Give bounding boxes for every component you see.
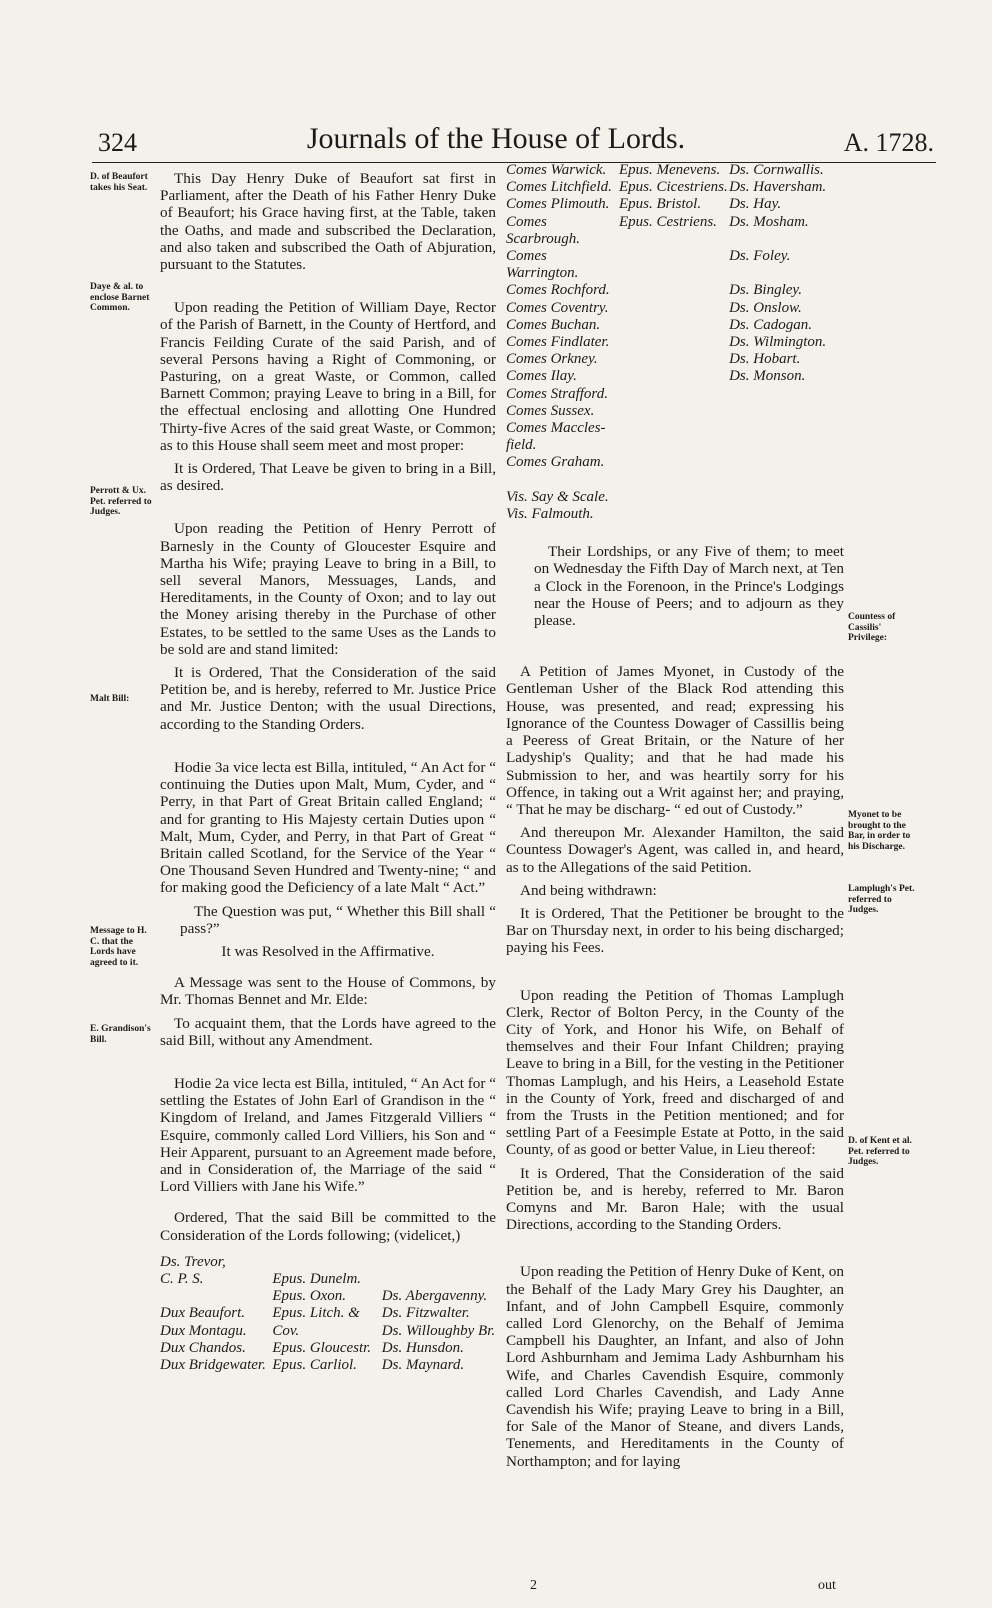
committee-lord xyxy=(619,489,729,506)
committee-lord xyxy=(382,1254,496,1271)
paragraph-myonet-order: It is Ordered, That the Petitioner be brought to the Bar on Thursday next, in order to his being discharged; paying his Fees. xyxy=(506,904,844,957)
committee-row xyxy=(160,1254,496,1271)
committee-row xyxy=(506,368,844,385)
committee-lord xyxy=(619,454,729,471)
committee-lord: Vis. Falmouth. xyxy=(506,506,594,523)
committee-row xyxy=(506,437,844,454)
committee-lord: Epus. Cicestriens. xyxy=(618,179,728,196)
committee-lord: Ds. Hay. xyxy=(729,196,782,213)
committee-lord: Comes Warrington. xyxy=(506,248,579,282)
committee-lord: Ds. Hunsdon. xyxy=(381,1339,464,1356)
paragraph-perrott-order: It is Ordered, That the Consideration of the said Petition be, and is hereby, referred to Mr. Justice Price and Mr. Justice Denton; with the usual Directions, according to the Standing Orders. xyxy=(160,664,496,733)
committee-lord: field. xyxy=(506,437,537,454)
committee-list-right xyxy=(506,162,844,523)
committee-row xyxy=(506,317,844,334)
committee-lord: Comes Sussex. xyxy=(506,402,595,419)
committee-lord: Ds. Trevor, xyxy=(160,1253,226,1270)
committee-row xyxy=(506,351,844,368)
committee-lord xyxy=(729,454,844,471)
committee-row xyxy=(506,489,844,506)
committee-row xyxy=(506,472,844,489)
committee-lord xyxy=(619,386,729,403)
committee-lord xyxy=(619,300,729,317)
committee-lord: Dux Chandos. xyxy=(160,1339,246,1356)
committee-lord: Ds. Haversham. xyxy=(729,179,827,196)
committee-lord xyxy=(619,334,729,351)
committee-list-left xyxy=(160,1254,496,1374)
committee-row xyxy=(506,403,844,420)
committee-row xyxy=(506,248,844,282)
paragraph-daye-order: It is Ordered, That Leave be given to bring in a Bill, as desired. xyxy=(160,460,496,495)
catchword: out xyxy=(818,1578,836,1593)
committee-lord xyxy=(619,351,729,368)
committee-lord: Comes Buchan. xyxy=(506,316,601,333)
committee-row xyxy=(160,1340,496,1357)
signature-mark: 2 xyxy=(530,1578,537,1593)
committee-lord: Epus. Oxon. xyxy=(272,1288,347,1305)
committee-lord: Comes Ilay. xyxy=(506,368,577,385)
committee-row xyxy=(506,420,844,437)
paragraph-question: The Question was put, “ Whether this Bill shall “ pass?” xyxy=(180,902,496,937)
committee-lord xyxy=(619,403,729,420)
paragraph-kent-petition: Upon reading the Petition of Henry Duke of Kent, on the Behalf of the Lady Mary Grey his Daughter, an Infant, and of John Campbell Esquire, commonly called Lord Glenorchy, on the Behalf of Jemima Campbell his Daughter, an Infant, and also of John Lord Ashburnham and Jemima Lady Ashburnham his Wife, and Charles Cavendish Esquire, commonly called Lord Charles Cavendish, and Lady Anne Cavendish his Wife; praying Leave to bring in a Bill, for Sale of the Manor of Steane, and divers Lands, Tenements, and Hereditaments in the County of Northampton; and for laying xyxy=(506,1263,844,1470)
margin-note-myonet: Myonet to be brought to the Bar, in order to his Discharge. xyxy=(848,810,911,852)
right-column xyxy=(506,162,844,1476)
margin-note-perrott: Perrott & Ux. Pet. referred to Judges. xyxy=(90,486,152,517)
committee-lord xyxy=(619,368,729,385)
committee-lord: Comes Orkney. xyxy=(506,351,598,368)
committee-row xyxy=(506,196,844,213)
committee-lord xyxy=(619,506,729,523)
committee-lord xyxy=(729,420,844,437)
committee-lord: Ds. Abergavenny. xyxy=(381,1288,488,1305)
margin-note-grandison: E. Grandison's Bill. xyxy=(90,1024,151,1045)
committee-row xyxy=(506,386,844,403)
committee-lord: Epus. Gloucestr. xyxy=(272,1339,372,1356)
committee-row xyxy=(506,162,844,179)
committee-lord xyxy=(729,506,844,523)
margin-note-malt: Malt Bill: xyxy=(90,694,130,704)
running-header xyxy=(0,122,992,162)
committee-lord: Comes Findlater. xyxy=(506,334,610,351)
committee-lord: Vis. Say & Scale. xyxy=(506,488,609,505)
committee-lord: Ds. Bingley. xyxy=(729,282,802,299)
paragraph-grandison-bill: Hodie 2a vice lecta est Billa, intituled, “ An Act for “ settling the Estates of John Earl of Grandison in the “ Kingdom of Ireland, and James Fitzgerald Villiers “ Esquire, commonly called Lord Villiers, his Son and “ Heir Apparent, pursuant to an Agreement made before, and in Consideration of, the Marriage of the said “ Lord Villiers with Jane his Wife.” xyxy=(160,1074,496,1196)
margin-note-lamplugh: Lamplugh's Pet. referred to Judges. xyxy=(848,884,915,915)
committee-row xyxy=(160,1271,496,1288)
paragraph-meeting: Their Lordships, or any Five of them; to meet on Wednesday the Fifth Day of March next, at Ten a Clock in the Forenoon, in the Prince's Lodgings near the House of Peers; and to adjourn as they please. xyxy=(534,543,844,630)
committee-lord: Ds. Monson. xyxy=(729,368,806,385)
committee-lord: Cov. xyxy=(272,1322,300,1339)
paragraph-committed: Ordered, That the said Bill be committed to the Consideration of the Lords following; (videlicet,) xyxy=(160,1209,496,1244)
committee-lord: Epus. Bristol. xyxy=(618,196,702,213)
committee-lord: Comes Coventry. xyxy=(506,299,609,316)
paragraph-daye-petition: Upon reading the Petition of William Daye, Rector of the Parish of Barnett, in the County of Hertford, and Francis Feilding Curate of the said Parish, and of several Persons having a Right of Commoning, or Pasturing, on a great Waste, or Common, called Barnett Common; praying Leave to bring in a Bill, for the effectual enclosing and allotting One Hundred Thirty-five Acres of the said great Waste, or Common; as to this House shall seem meet and most proper: xyxy=(160,299,496,454)
paragraph-acquaint: To acquaint them, that the Lords have agreed to the said Bill, without any Amendment. xyxy=(160,1014,496,1049)
committee-row xyxy=(506,334,844,351)
paragraph-lamplugh-petition: Upon reading the Petition of Thomas Lamplugh Clerk, Rector of Bolton Percy, in the County of the City of York, and Honor his Wife, on Behalf of themselves and their Four Infant Children; praying Leave to bring in a Bill, for the vesting in the Petitioner Thomas Lamplugh, and his Heirs, a Leasehold Estate in the County of York, freed and discharged of and from the Trusts in the Petition mentioned; and for settling Part of a Feesimple Estate at Potto, in the said County, of as good or better Value, in Lieu thereof: xyxy=(506,986,844,1159)
committee-lord: Dux Bridgewater. xyxy=(160,1356,266,1373)
committee-lord xyxy=(619,282,729,299)
committee-row xyxy=(506,179,844,196)
margin-note-message: Message to H. C. that the Lords have agreed to it. xyxy=(90,926,147,968)
committee-lord xyxy=(506,472,619,489)
committee-lord: Dux Montagu. xyxy=(160,1322,247,1339)
committee-lord: Comes Plimouth. xyxy=(506,196,610,213)
committee-lord: Ds. Wilmington. xyxy=(729,334,827,351)
paragraph-hamilton: And thereupon Mr. Alexander Hamilton, the said Countess Dowager's Agent, was called in, and heard, as to the Allegations of the said Petition. xyxy=(506,824,844,876)
committee-lord: Comes Scarbrough. xyxy=(506,213,581,247)
page-number: 324 xyxy=(98,128,137,157)
committee-lord: Ds. Onslow. xyxy=(729,299,802,316)
committee-row xyxy=(160,1323,496,1340)
committee-row xyxy=(506,506,844,523)
committee-lord: Ds. Fitzwalter. xyxy=(381,1305,470,1322)
committee-lord xyxy=(160,1288,272,1305)
paragraph-withdrawn: And being withdrawn: xyxy=(520,881,657,899)
paragraph-message: A Message was sent to the House of Commons, by Mr. Thomas Bennet and Mr. Elde: xyxy=(160,974,496,1009)
committee-row xyxy=(506,454,844,471)
paragraph-malt-bill: Hodie 3a vice lecta est Billa, intituled, “ An Act for “ continuing the Duties upon Malt, Mum, Cyder, and “ Perry, in that Part of Great Britain called England; “ and for granting to His Majesty certain Duties upon “ Malt, Mum, Cyder, and Perry, in that Part of Great “ Britain called Scotland, for the Service of the Year “ One Thousand Seven Hundred and Twenty-nine; “ and for making good the Deficiency of a late Malt “ Act.” xyxy=(160,758,496,897)
committee-lord xyxy=(619,248,729,282)
committee-lord xyxy=(729,472,844,489)
committee-lord: Comes Graham. xyxy=(506,454,605,471)
committee-lord: Epus. Carliol. xyxy=(272,1356,357,1373)
paragraph-myonet-petition: A Petition of James Myonet, in Custody of the Gentleman Usher of the Black Rod attending this House, was presented, and read; expressing his Ignorance of the Countess Dowager of Cassillis being a Peeress of Great Britain, or the Nature of her Ladyship's Quality; and that he had made his Submission to her, and was heartily sorry for his Offence, in taking out a Writ against her; and praying, “ That he may be discharg- “ ed out of Custody.” xyxy=(506,663,844,818)
committee-lord: Ds. Foley. xyxy=(729,248,791,265)
committee-lord xyxy=(729,403,844,420)
committee-lord: Comes Warwick. xyxy=(506,162,607,178)
committee-lord xyxy=(729,437,844,454)
paragraph-beaufort: This Day Henry Duke of Beaufort sat first in Parliament, after the Death of his Father Henry Duke of Beaufort; his Grace having first, at the Table, taken the Oaths, and made and subscribed the Declaration, and also taken and subscribed the Oath of Abjuration, pursuant to the Statutes. xyxy=(160,170,496,274)
committee-lord: Ds. Hobart. xyxy=(729,351,801,368)
paragraph-perrott-petition: Upon reading the Petition of Henry Perrott of Barnesly in the County of Gloucester Esquire and Martha his Wife; praying Leave to bring in a Bill, to sell several Manors, Messuages, Lands, and Hereditaments, in the County of Oxon; and to lay out the Money arising thereby in the Purchase of other Estates, to be settled to the same Uses as the Lands to be sold are and stand limited: xyxy=(160,520,496,658)
committee-row xyxy=(160,1357,496,1374)
committee-lord: Ds. Willoughby Br. xyxy=(381,1322,496,1339)
committee-row xyxy=(506,214,844,248)
margin-note-cassilis: Countess of Cassilis' Privilege: xyxy=(848,612,896,643)
committee-lord: Epus. Cestriens. xyxy=(618,213,717,230)
page-year: A. 1728. xyxy=(843,128,934,157)
committee-row xyxy=(160,1288,496,1305)
committee-lord xyxy=(619,472,729,489)
committee-lord: Ds. Cadogan. xyxy=(729,316,813,333)
committee-lord: Comes Litchfield. xyxy=(506,179,612,196)
committee-lord xyxy=(382,1271,496,1288)
committee-lord xyxy=(272,1254,381,1271)
committee-lord xyxy=(619,317,729,334)
committee-lord: Epus. Litch. & xyxy=(272,1305,360,1322)
paragraph-resolved: It was Resolved in the Affirmative. xyxy=(221,942,435,960)
committee-row xyxy=(160,1305,496,1322)
committee-lord: Comes Strafford. xyxy=(506,385,608,402)
committee-lord xyxy=(729,386,844,403)
committee-lord: C. P. S. xyxy=(160,1270,204,1287)
committee-lord: Ds. Cornwallis. xyxy=(729,162,824,178)
committee-lord: Epus. Menevens. xyxy=(618,162,721,178)
left-column xyxy=(160,170,496,1374)
committee-row xyxy=(506,282,844,299)
committee-lord: Comes Rochford. xyxy=(506,282,610,299)
committee-lord: Comes Maccles- xyxy=(506,420,606,437)
committee-lord: Ds. Mosham. xyxy=(729,213,809,230)
committee-lord xyxy=(729,489,844,506)
committee-lord xyxy=(619,437,729,454)
committee-lord: Epus. Dunelm. xyxy=(272,1270,362,1287)
committee-lord: Dux Beaufort. xyxy=(160,1305,245,1322)
committee-lord xyxy=(619,420,729,437)
margin-note-beaufort: D. of Beaufort takes his Seat. xyxy=(90,172,148,193)
margin-note-kent: D. of Kent et al. Pet. referred to Judges. xyxy=(848,1136,912,1167)
paragraph-lamplugh-order: It is Ordered, That the Consideration of the said Petition be, and is hereby, referred to Mr. Baron Comyns and Mr. Baron Hale; with the usual Directions, according to the Standing Orders. xyxy=(506,1164,844,1234)
committee-lord: Ds. Maynard. xyxy=(381,1356,465,1373)
committee-row xyxy=(506,300,844,317)
margin-note-daye: Daye & al. to enclose Barnet Common. xyxy=(90,282,150,313)
page-title: Journals of the House of Lords. xyxy=(306,122,686,155)
